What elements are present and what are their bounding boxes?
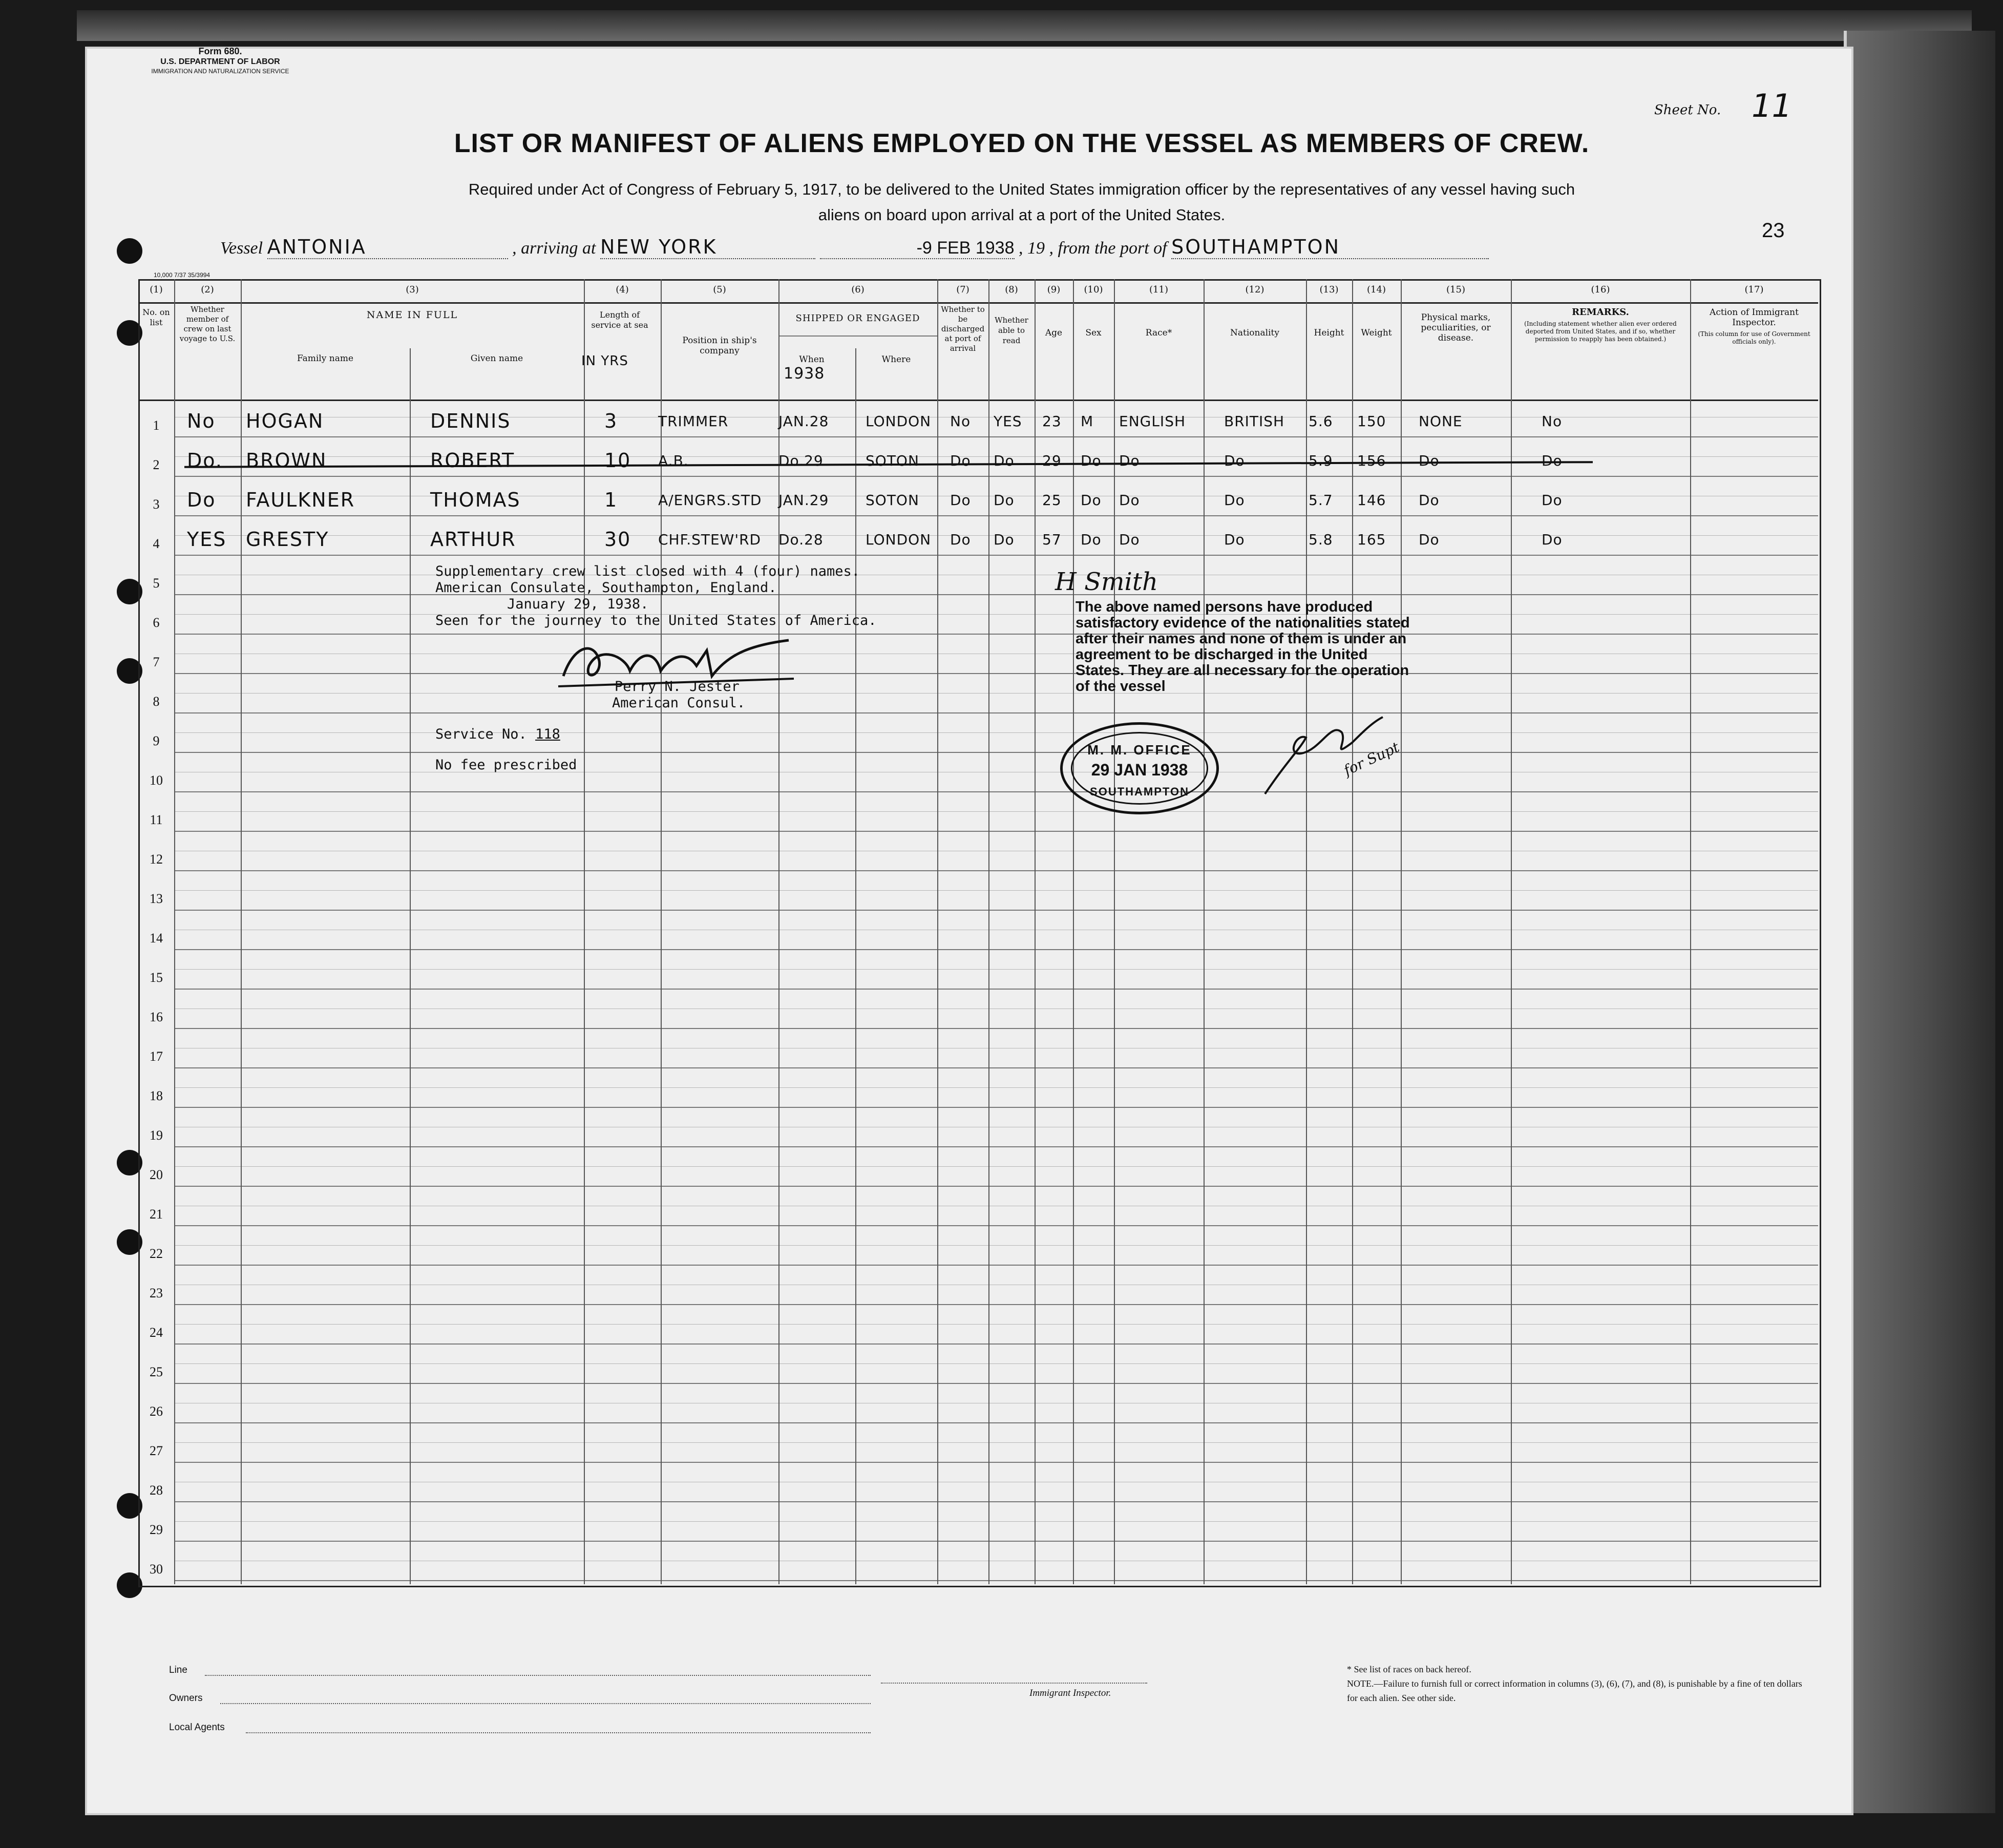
- height-cell: 5.7: [1309, 492, 1333, 509]
- table-column-rule: [174, 279, 175, 1584]
- remarks-cell: No: [1542, 413, 1563, 430]
- physical-marks-cell: Do: [1419, 531, 1440, 548]
- page-number: 23: [1762, 219, 1785, 242]
- table-row-rule: [174, 1028, 1818, 1029]
- column-header: NAME IN FULL: [366, 309, 458, 321]
- column-number: (14): [1367, 284, 1386, 295]
- column-header: Weight: [1361, 328, 1392, 338]
- form-number: Form 680.: [198, 46, 242, 56]
- service-length-cell: 1: [604, 489, 618, 511]
- able-to-read-cell: Do: [994, 492, 1015, 509]
- table-row-rule: [174, 436, 1818, 437]
- column-number: (16): [1591, 284, 1610, 295]
- table-column-rule: [584, 279, 585, 1584]
- row-number: 26: [150, 1404, 163, 1419]
- nationality-cell: BRITISH: [1224, 413, 1285, 430]
- service-unit-note: IN YRS: [581, 353, 628, 369]
- family-name-cell: HOGAN: [246, 410, 324, 432]
- row-number: 9: [153, 733, 160, 748]
- table-column-rule: [1511, 279, 1512, 1584]
- row-number: 27: [150, 1443, 163, 1458]
- table-row-rule-light: [174, 969, 1818, 970]
- physical-marks-cell: Do: [1419, 452, 1440, 469]
- column-number: (5): [713, 284, 726, 295]
- shipped-when-cell: JAN.29: [778, 492, 829, 509]
- row-number: 25: [150, 1364, 163, 1379]
- table-column-rule: [1073, 279, 1074, 1584]
- race-cell: ENGLISH: [1119, 413, 1186, 430]
- sex-cell: M: [1081, 413, 1094, 430]
- service-length-cell: 10: [604, 449, 631, 472]
- page-title: LIST OR MANIFEST OF ALIENS EMPLOYED ON THE VESSEL AS MEMBERS OF CREW.: [454, 129, 1590, 158]
- consulate-note: [435, 563, 877, 629]
- table-row-rule: [174, 1422, 1818, 1423]
- table-row-rule: [174, 910, 1818, 911]
- subtitle-line: aliens on board upon arrival at a port of the United States.: [818, 206, 1226, 224]
- nationality-statement: The above named persons have produced satisfactory evidence of the nationalities stated after their names and none of them is under an agreement to be discharged in the United States. They are all necessary for the operation of the vessel: [1076, 599, 1410, 695]
- table-column-rule: [855, 348, 856, 1584]
- row-number: 17: [150, 1049, 163, 1064]
- table-column-rule: [988, 279, 989, 1584]
- row-number: 4: [153, 536, 160, 551]
- table-row-rule-light: [174, 1087, 1818, 1088]
- inspector-label: Immigrant Inspector.: [1029, 1688, 1111, 1698]
- height-cell: 5.9: [1309, 452, 1333, 469]
- column-header: REMARKS.: [1572, 307, 1629, 318]
- table-column-rule: [937, 279, 938, 1584]
- height-cell: 5.6: [1309, 413, 1333, 430]
- table-row-rule: [174, 1304, 1818, 1305]
- table-header-rule: [138, 302, 1818, 304]
- from-label: , from the port of: [1049, 239, 1167, 258]
- physical-marks-cell: Do: [1419, 492, 1440, 509]
- column-number: (3): [406, 284, 419, 295]
- sheet-number: 11: [1752, 87, 1792, 124]
- age-cell: 23: [1042, 413, 1062, 430]
- officer-signature: H Smith: [1055, 568, 1158, 596]
- given-name-cell: DENNIS: [430, 410, 511, 432]
- stamp-bottom-text: SOUTHAMPTON: [1090, 785, 1189, 798]
- column-header: Whether member of crew on last voyage to U.S.: [179, 305, 236, 343]
- given-name-cell: ROBERT: [430, 449, 515, 472]
- year-label: , 19: [1019, 239, 1045, 258]
- line-label: Line: [169, 1665, 187, 1675]
- given-name-cell: THOMAS: [430, 489, 521, 511]
- row-number: 7: [153, 655, 160, 669]
- table-row-rule-light: [174, 1245, 1818, 1246]
- footer-note-line: * See list of races on back hereof.: [1347, 1664, 1471, 1674]
- nationality-cell: Do: [1224, 492, 1245, 509]
- last-voyage-cell: Do.: [187, 449, 223, 472]
- row-number: 23: [150, 1286, 163, 1300]
- column-note: (This column for use of Government officials only).: [1698, 330, 1810, 345]
- row-number: 12: [150, 852, 163, 867]
- arriving-port: NEW YORK: [600, 236, 718, 258]
- table-row-rule: [174, 1343, 1818, 1345]
- owners-field: [220, 1703, 871, 1704]
- consulate-line: Supplementary crew list closed with 4 (four) names.: [435, 563, 860, 579]
- shipped-where-cell: LONDON: [866, 413, 932, 430]
- weight-cell: 156: [1357, 452, 1386, 469]
- shipped-where-cell: SOTON: [866, 452, 919, 469]
- column-number: (2): [201, 284, 214, 295]
- family-name-cell: BROWN: [246, 449, 327, 472]
- stamp-top-text: M. M. OFFICE: [1087, 742, 1192, 758]
- column-number: (12): [1245, 284, 1264, 295]
- physical-marks-cell: NONE: [1419, 413, 1463, 430]
- row-number: 24: [150, 1325, 163, 1340]
- table-subheader-rule: [778, 335, 937, 337]
- table-column-rule: [1690, 279, 1691, 1584]
- scan-background-right: [1844, 31, 1995, 1813]
- row-number: 19: [150, 1128, 163, 1143]
- remarks-cell: Do: [1542, 492, 1563, 509]
- race-cell: Do: [1119, 531, 1140, 548]
- superintendent-signature: for Supt: [1341, 739, 1402, 779]
- table-column-rule: [241, 279, 242, 1584]
- consul-name: Perry N. Jester: [615, 679, 740, 695]
- vessel-line: [220, 236, 1489, 259]
- table-row-rule: [174, 1541, 1818, 1542]
- table-row-rule: [174, 1501, 1818, 1502]
- column-number: (7): [956, 284, 969, 295]
- column-number: (6): [851, 284, 865, 295]
- family-name-cell: FAULKNER: [246, 489, 355, 511]
- column-header: Length of service at sea: [591, 310, 648, 330]
- column-header: Race*: [1145, 328, 1172, 338]
- row-number: 21: [150, 1207, 163, 1222]
- table-row-rule: [174, 673, 1818, 674]
- local-agents-field: [246, 1732, 871, 1733]
- age-cell: 29: [1042, 452, 1062, 469]
- arriving-label: , arriving at: [512, 239, 596, 258]
- discharged-cell: Do: [950, 531, 971, 548]
- column-number: (17): [1744, 284, 1764, 295]
- table-column-rule: [1114, 279, 1115, 1584]
- row-number: 8: [153, 694, 160, 709]
- vessel-name: ANTONIA: [267, 236, 367, 258]
- table-row-rule: [174, 1580, 1818, 1581]
- position-cell: A.B.: [658, 452, 689, 469]
- row-number: 29: [150, 1522, 163, 1537]
- table-column-rule: [778, 279, 779, 1584]
- remarks-cell: Do: [1542, 452, 1563, 469]
- table-row-rule: [174, 1186, 1818, 1187]
- table-row-rule-light: [174, 1166, 1818, 1167]
- row-number: 14: [150, 931, 163, 946]
- table-row-rule: [174, 712, 1818, 713]
- age-cell: 57: [1042, 531, 1062, 548]
- column-subheader: Given name: [470, 353, 523, 364]
- column-number: (15): [1446, 284, 1465, 295]
- table-row-rule-light: [174, 1442, 1818, 1443]
- column-number: (13): [1319, 284, 1339, 295]
- column-header: Whether to be discharged at port of arrival: [941, 305, 985, 353]
- row-number: 28: [150, 1483, 163, 1498]
- table-row-rule: [174, 1462, 1818, 1463]
- table-column-rule: [1352, 279, 1353, 1584]
- fee-note: No fee prescribed: [435, 757, 577, 773]
- table-row-rule: [174, 1067, 1818, 1068]
- row-number: 1: [153, 418, 160, 433]
- table-row-rule: [174, 1146, 1818, 1147]
- service-number-value: 118: [535, 726, 560, 742]
- given-name-cell: ARTHUR: [430, 528, 516, 551]
- table-column-rule: [1306, 279, 1307, 1584]
- departure-port: SOUTHAMPTON: [1171, 236, 1341, 258]
- nationality-cell: Do: [1224, 452, 1245, 469]
- table-row-rule-light: [174, 890, 1818, 891]
- remarks-cell: Do: [1542, 531, 1563, 548]
- shipped-year-note: 1938: [784, 365, 825, 383]
- column-header: Sex: [1085, 328, 1102, 338]
- consulate-line: Seen for the journey to the United States of America.: [435, 613, 877, 628]
- position-cell: A/ENGRS.STD: [658, 492, 762, 509]
- footer-note-line: NOTE.—Failure to furnish full or correct information in columns (3), (6), (7), and (8), is punishable by a fine of ten dollars for each alien. See other side.: [1347, 1678, 1802, 1703]
- table-row-rule: [174, 831, 1818, 832]
- table-row-rule: [174, 791, 1818, 792]
- table-row-rule: [174, 1107, 1818, 1108]
- inspector-field: [881, 1683, 1147, 1684]
- table-row-rule-light: [174, 732, 1818, 733]
- service-number-label: Service No.: [435, 726, 527, 742]
- consulate-line: January 29, 1938.: [507, 596, 649, 612]
- table-column-rule: [1035, 279, 1036, 1584]
- vessel-label: Vessel: [220, 239, 263, 258]
- able-to-read-cell: YES: [994, 413, 1022, 430]
- service-length-cell: 3: [604, 410, 618, 432]
- row-number: 20: [150, 1167, 163, 1182]
- position-cell: TRIMMER: [658, 413, 729, 430]
- table-row-rule-light: [174, 811, 1818, 812]
- table-row-rule: [174, 1225, 1818, 1226]
- row-number: 5: [153, 576, 160, 591]
- sheet-label: Sheet No.: [1654, 102, 1721, 118]
- column-header: Position in ship's company: [682, 335, 757, 356]
- table-row-rule: [174, 594, 1818, 595]
- column-number: (1): [150, 284, 163, 295]
- mm-office-stamp: [1060, 722, 1219, 814]
- discharged-cell: Do: [950, 492, 971, 509]
- table-row-rule-light: [174, 693, 1818, 694]
- weight-cell: 150: [1357, 413, 1386, 430]
- row-number: 6: [153, 615, 160, 630]
- column-number: (4): [616, 284, 629, 295]
- column-header: Whether able to read: [995, 316, 1028, 345]
- print-code: 10,000 7/37 35/3994: [154, 271, 210, 279]
- row-number: 22: [150, 1246, 163, 1261]
- column-header: Nationality: [1230, 328, 1279, 338]
- table-column-rule: [1204, 279, 1205, 1584]
- column-header: SHIPPED OR ENGAGED: [795, 313, 920, 324]
- table-column-rule: [1401, 279, 1402, 1584]
- position-cell: CHF.STEW'RD: [658, 531, 762, 548]
- department-name: U.S. DEPARTMENT OF LABOR: [160, 57, 280, 66]
- table-row-rule: [174, 1383, 1818, 1384]
- table-row-rule: [174, 515, 1818, 516]
- table-row-rule-light: [174, 614, 1818, 615]
- shipped-where-cell: LONDON: [866, 531, 932, 548]
- table-row-rule: [174, 752, 1818, 753]
- last-voyage-cell: No: [187, 410, 216, 432]
- service-length-cell: 30: [604, 528, 631, 551]
- sex-cell: Do: [1081, 531, 1102, 548]
- column-note: (Including statement whether alien ever ordered deported from United States, and if so, whether permission to reapply has been obtained.): [1524, 320, 1677, 343]
- age-cell: 25: [1042, 492, 1062, 509]
- table-header-rule: [138, 400, 1818, 401]
- table-row-rule-light: [174, 1324, 1818, 1325]
- scan-background-top: [77, 10, 1972, 41]
- discharged-cell: No: [950, 413, 971, 430]
- row-number: 18: [150, 1088, 163, 1103]
- column-number: (11): [1149, 284, 1168, 295]
- stamp-date: 29 JAN 1938: [1091, 761, 1188, 779]
- subtitle-line: Required under Act of Congress of February 5, 1917, to be delivered to the United States immigration officer by the representatives of any vessel having such: [468, 180, 1575, 198]
- table-row-rule-light: [174, 1363, 1818, 1364]
- column-header: Age: [1045, 328, 1063, 338]
- column-header: Height: [1314, 328, 1344, 338]
- consulate-line: American Consulate, Southampton, England.: [435, 580, 777, 596]
- owners-label: Owners: [169, 1693, 203, 1704]
- column-number: (8): [1005, 284, 1018, 295]
- shipped-when-cell: Do.28: [778, 531, 824, 548]
- date-stamp: -9 FEB 1938: [916, 238, 1015, 258]
- discharged-cell: Do: [950, 452, 971, 469]
- page-subtitle: [266, 177, 1777, 228]
- sex-cell: Do: [1081, 452, 1102, 469]
- local-agents-label: Local Agents: [169, 1722, 225, 1733]
- service-number: [435, 726, 560, 743]
- family-name-cell: GRESTY: [246, 528, 329, 551]
- column-header: Action of Immigrant Inspector.: [1710, 307, 1799, 328]
- table-row-rule: [174, 1265, 1818, 1266]
- table-row-rule: [174, 949, 1818, 950]
- table-row-rule: [174, 989, 1818, 990]
- able-to-read-cell: Do: [994, 452, 1015, 469]
- row-number: 16: [150, 1010, 163, 1024]
- column-subheader: Family name: [297, 353, 354, 364]
- row-number: 15: [150, 970, 163, 985]
- able-to-read-cell: Do: [994, 531, 1015, 548]
- row-number: 10: [150, 773, 163, 788]
- row-number: 3: [153, 497, 160, 512]
- punch-hole: [117, 238, 142, 264]
- consul-title: American Consul.: [612, 695, 746, 711]
- row-number: 30: [150, 1562, 163, 1577]
- last-voyage-cell: Do: [187, 489, 216, 511]
- footer-notes: [1347, 1662, 1808, 1705]
- column-number: (9): [1047, 284, 1061, 295]
- shipped-where-cell: SOTON: [866, 492, 919, 509]
- table-row-rule: [174, 634, 1818, 635]
- shipped-when-cell: JAN.28: [778, 413, 829, 430]
- weight-cell: 165: [1357, 531, 1386, 548]
- height-cell: 5.8: [1309, 531, 1333, 548]
- weight-cell: 146: [1357, 492, 1386, 509]
- service-name: IMMIGRATION AND NATURALIZATION SERVICE: [151, 68, 289, 75]
- nationality-cell: Do: [1224, 531, 1245, 548]
- column-header: No. on list: [142, 307, 170, 327]
- table-column-rule: [661, 279, 662, 1584]
- table-row-rule-light: [174, 1521, 1818, 1522]
- column-subheader: When: [799, 354, 825, 365]
- row-number: 2: [153, 457, 160, 472]
- line-field: [205, 1675, 871, 1676]
- table-column-rule: [410, 348, 411, 1584]
- column-subheader: Where: [881, 354, 911, 365]
- table-row-rule: [174, 476, 1818, 477]
- row-number: 13: [150, 891, 163, 906]
- race-cell: Do: [1119, 492, 1140, 509]
- shipped-when-cell: Do.29: [778, 452, 824, 469]
- row-number: 11: [150, 812, 163, 827]
- table-row-rule: [174, 870, 1818, 871]
- table-row-rule: [174, 555, 1818, 556]
- race-cell: Do: [1119, 452, 1140, 469]
- column-header: Physical marks, peculiarities, or disease.: [1421, 312, 1491, 343]
- last-voyage-cell: YES: [187, 528, 227, 551]
- sex-cell: Do: [1081, 492, 1102, 509]
- column-number: (10): [1084, 284, 1103, 295]
